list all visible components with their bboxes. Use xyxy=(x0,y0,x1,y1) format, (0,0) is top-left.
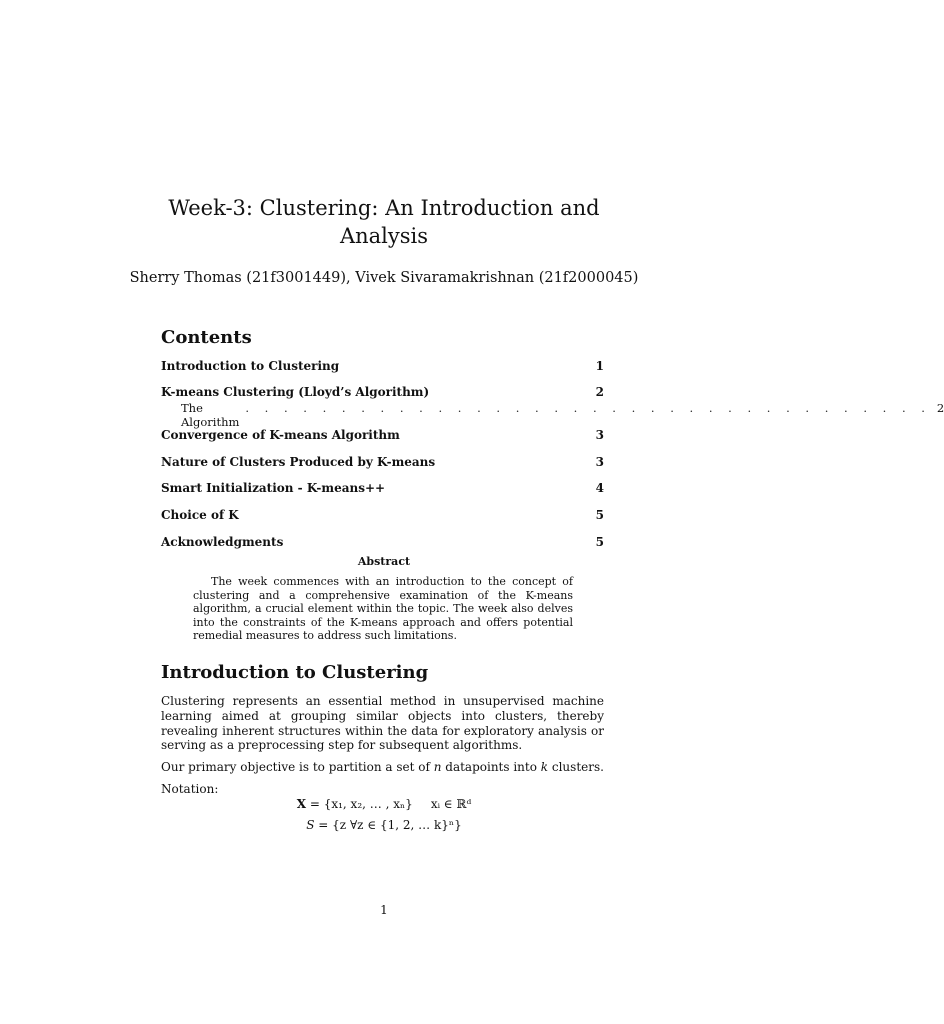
intro-paragraph: Clustering represents an essential method in unsupervised machine learning aimed at grouping similar objects into clusters, thereby revealing inherent structures within the data for exploratory analysis or serving as a preprocessing step for subsequent algorithms. xyxy=(161,694,604,753)
toc-label: Smart Initialization - K-means++ xyxy=(161,481,386,495)
objective-text: datapoints into xyxy=(441,760,541,774)
toc-entry[interactable] xyxy=(161,455,604,469)
toc-sub-page: 2 xyxy=(936,401,944,415)
toc-entry[interactable] xyxy=(161,535,604,549)
section-heading: Introduction to Clustering xyxy=(161,662,429,683)
eq-set: = {x₁, x₂, … , xₙ} xyxy=(306,797,413,811)
toc-entry[interactable] xyxy=(161,481,604,495)
title-line-2: Analysis xyxy=(339,224,429,248)
toc-entry[interactable] xyxy=(161,508,604,522)
toc-page: 4 xyxy=(595,481,604,495)
notation-label: Notation: xyxy=(161,782,219,796)
eq-symbol-s: S xyxy=(306,818,315,832)
abstract-body: The week commences with an introduction to the concept of clustering and a comprehensive examination of the K-means algorithm, a crucial element within the topic. The week also delves into the constraints of the K-means approach and offers potential remedial measures to address such limitations. xyxy=(193,575,573,642)
objective-text: clusters. xyxy=(548,760,604,774)
title-line-1: Week-3: Clustering: An Introduction and xyxy=(168,196,600,220)
toc-label: Acknowledgments xyxy=(161,535,284,549)
toc-label: Introduction to Clustering xyxy=(161,359,340,373)
toc-sub-entry[interactable] xyxy=(181,401,944,429)
objective-text: Our primary objective is to partition a set of xyxy=(161,760,434,774)
contents-heading: Contents xyxy=(161,327,252,348)
eq-membership: xᵢ ∈ ℝᵈ xyxy=(430,797,472,811)
toc-page: 3 xyxy=(595,428,604,442)
toc-label: Convergence of K-means Algorithm xyxy=(161,428,400,442)
document-title xyxy=(0,194,768,250)
authors: Sherry Thomas (21f3001449), Vivek Sivaramakrishnan (21f2000045) xyxy=(129,270,639,286)
toc-entry[interactable] xyxy=(161,385,604,399)
toc-label: Nature of Clusters Produced by K-means xyxy=(161,455,436,469)
toc-sub-label: The Algorithm xyxy=(181,401,240,429)
equation-x xyxy=(0,797,768,811)
toc-page: 2 xyxy=(595,385,604,399)
var-n: n xyxy=(433,760,442,774)
toc-page: 1 xyxy=(595,359,604,373)
page-number: 1 xyxy=(380,903,388,917)
equation-s xyxy=(0,818,768,832)
toc-entry[interactable] xyxy=(161,428,604,442)
toc-entry[interactable] xyxy=(161,359,604,373)
var-k: k xyxy=(540,760,549,774)
toc-page: 3 xyxy=(595,455,604,469)
toc-page: 5 xyxy=(595,535,604,549)
toc-label: K-means Clustering (Lloyd’s Algorithm) xyxy=(161,385,430,399)
toc-leader-dots: . . . . . . . . . . . . . . . . . . . . . . . . . . . . . . . . . . . . xyxy=(245,401,931,415)
abstract-heading: Abstract xyxy=(357,555,411,568)
toc-label: Choice of K xyxy=(161,508,239,522)
toc-page: 5 xyxy=(595,508,604,522)
objective-paragraph xyxy=(161,760,604,775)
eq-symbol-x: X xyxy=(296,797,307,811)
eq-set: = {z ∀z ∈ {1, 2, … k}ⁿ} xyxy=(314,818,462,832)
